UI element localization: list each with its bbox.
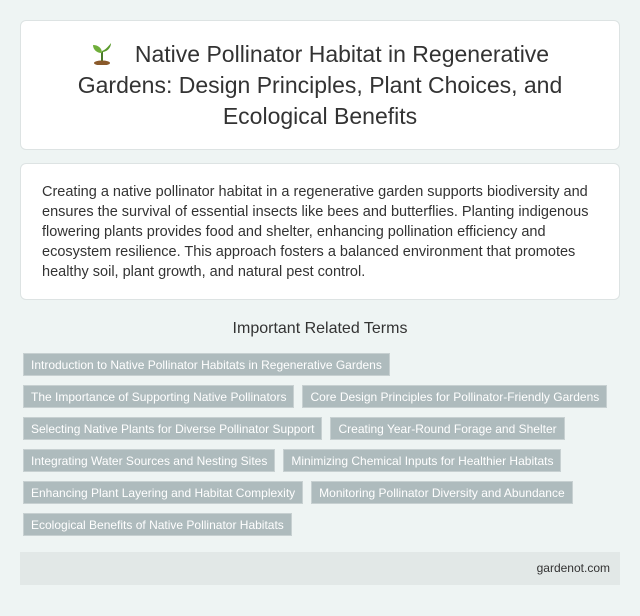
related-term-tag[interactable]: The Importance of Supporting Native Pollinators xyxy=(23,385,294,408)
footer-site-link[interactable]: gardenot.com xyxy=(536,561,610,575)
related-term-tag[interactable]: Monitoring Pollinator Diversity and Abundance xyxy=(311,481,572,504)
related-term-tag[interactable]: Creating Year-Round Forage and Shelter xyxy=(330,417,564,440)
footer xyxy=(20,552,620,585)
related-term-tag[interactable]: Introduction to Native Pollinator Habitats in Regenerative Gardens xyxy=(23,353,390,376)
related-term-tag[interactable]: Enhancing Plant Layering and Habitat Complexity xyxy=(23,481,303,504)
related-terms-list xyxy=(23,353,623,536)
sprout-icon xyxy=(91,41,113,65)
related-terms-heading: Important Related Terms xyxy=(232,320,408,337)
related-term-tag[interactable]: Minimizing Chemical Inputs for Healthier Habitats xyxy=(283,449,561,472)
page-title-text: Native Pollinator Habitat in Regenerative Gardens: Design Principles, Plant Choices, and Ecological Benefits xyxy=(77,40,563,129)
related-term-tag[interactable]: Integrating Water Sources and Nesting Sites xyxy=(23,449,275,472)
related-term-tag[interactable]: Ecological Benefits of Native Pollinator Habitats xyxy=(23,513,292,536)
description-text: Creating a native pollinator habitat in a regenerative garden supports biodiversity and ensures the survival of essential insects like bees and butterflies. Planting indigenous flowering plants provides food and shelter, enhancing pollination efficiency and ecosystem resilience. This approach fosters a balanced environment that promotes healthy soil, plant growth, and natural pest control. xyxy=(42,184,589,280)
page-title xyxy=(45,39,595,132)
related-term-tag[interactable]: Selecting Native Plants for Diverse Pollinator Support xyxy=(23,417,322,440)
related-term-tag[interactable]: Core Design Principles for Pollinator-Friendly Gardens xyxy=(302,385,607,408)
description-card xyxy=(20,163,620,300)
title-card xyxy=(20,20,620,150)
